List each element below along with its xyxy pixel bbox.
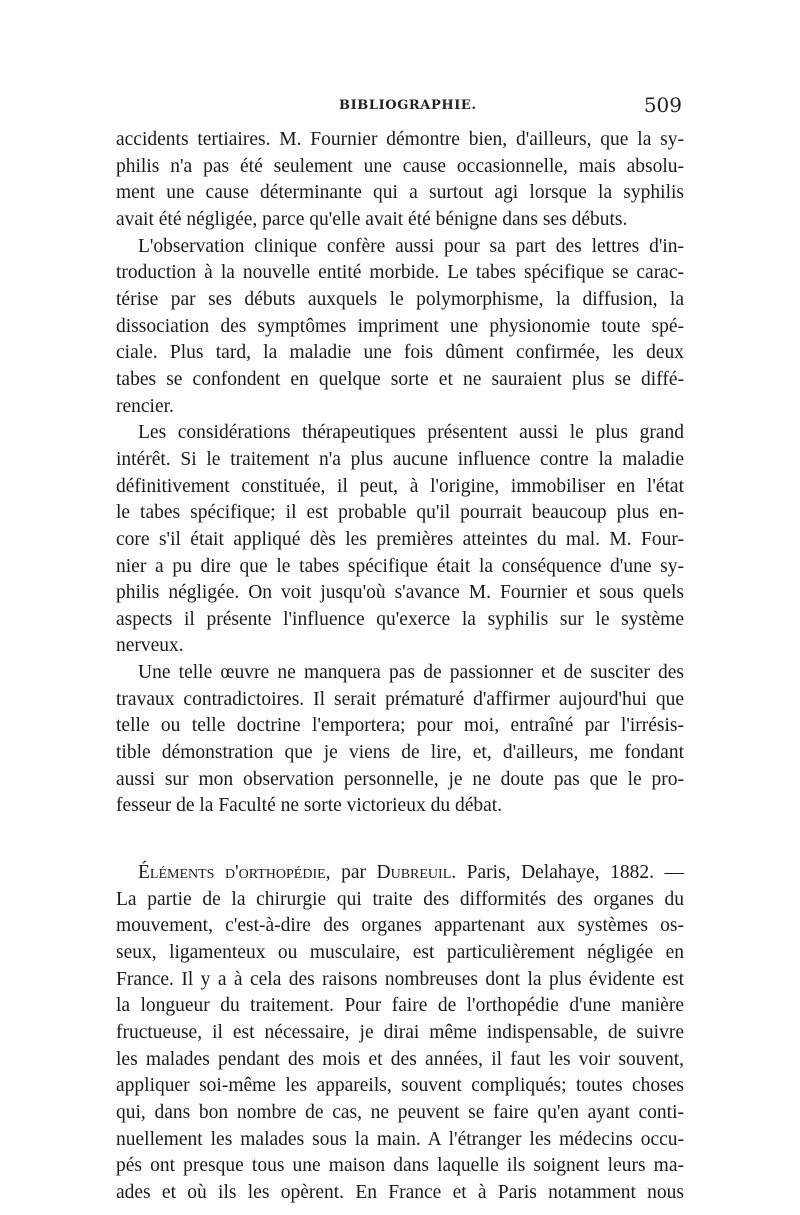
text-line: nier a pu dire que le tabes spécifique était la conséquence d'une sy- — [116, 556, 684, 577]
text-line: telle ou telle doctrine l'emportera; pour moi, entraîné par l'irrésis- — [116, 715, 684, 736]
text-line: définitivement constituée, il peut, à l'origine, immobiliser en l'état — [116, 476, 684, 497]
text-line: qui, dans bon nombre de cas, ne peuvent se faire qu'en ayant conti- — [116, 1102, 684, 1123]
running-title: BIBLIOGRAPHIE. — [339, 98, 477, 113]
text-line: aussi sur mon observation personnelle, je ne doute pas que le pro- — [116, 769, 684, 790]
review-book-title: Éléments d'orthopédie — [138, 862, 326, 883]
review-heading — [138, 860, 684, 886]
review-connector: , par — [325, 862, 377, 883]
review-publication: . Paris, Delahaye, 1882. — — [451, 862, 685, 883]
text-line: philis négligée. On voit jusqu'où s'avance M. Fournier et sous quels — [116, 582, 684, 603]
text-line: ades et où ils les opèrent. En France et à Paris notamment nous — [116, 1182, 684, 1203]
text-line: France. Il y a à cela des raisons nombreuses dont la plus évidente est — [116, 969, 684, 990]
text-line: la longueur du traitement. Pour faire de l'orthopédie d'une manière — [116, 995, 684, 1016]
text-line: intérêt. Si le traitement n'a plus aucune influence contre la maladie — [116, 449, 684, 470]
text-line: mouvement, c'est-à-dire des organes appartenant aux systèmes os- — [116, 915, 684, 936]
text-line: tible démonstration que je viens de lire, et, d'ailleurs, me fondant — [116, 742, 684, 763]
text-line: L'observation clinique confère aussi pour sa part des lettres d'in- — [138, 236, 684, 257]
page-number: 509 — [643, 93, 682, 117]
text-line: fructueuse, il est nécessaire, je dirai même indispensable, de suivre — [116, 1022, 684, 1043]
text-line: ciale. Plus tard, la maladie une fois dûment confirmée, les deux — [116, 342, 684, 363]
text-line: nuellement les malades sous la main. A l'étranger les médecins occu- — [116, 1129, 684, 1150]
text-line: tabes se confondent en quelque sorte et ne sauraient plus se diffé- — [116, 369, 684, 390]
text-line: Une telle œuvre ne manquera pas de passionner et de susciter des — [138, 662, 684, 683]
text-line: aspects il présente l'influence qu'exerce la syphilis sur le système — [116, 609, 684, 630]
text-line: le tabes spécifique; il est probable qu'il pourrait beaucoup plus en- — [116, 502, 684, 523]
text-line: pés ont presque tous une maison dans laquelle ils soignent leurs ma- — [116, 1155, 684, 1176]
text-line: troduction à la nouvelle entité morbide. Le tabes spécifique se carac- — [116, 262, 684, 283]
text-line: travaux contradictoires. Il serait prématuré d'affirmer aujourd'hui que — [116, 689, 684, 710]
text-line: fesseur de la Faculté ne sorte victorieux du débat. — [116, 795, 503, 816]
text-line: accidents tertiaires. M. Fournier démontre bien, d'ailleurs, que la sy- — [116, 129, 684, 150]
text-line: Les considérations thérapeutiques présentent aussi le plus grand — [138, 422, 684, 443]
text-line: La partie de la chirurgie qui traite des difformités des organes du — [116, 889, 684, 910]
text-line: appliquer soi-même les appareils, souvent compliqués; toutes choses — [116, 1075, 684, 1096]
review-author: Dubreuil — [376, 862, 452, 883]
text-line: core s'il était appliqué dès les premières atteintes du mal. M. Four- — [116, 529, 684, 550]
text-line: seux, ligamenteux ou musculaire, est particulièrement négligée en — [116, 942, 684, 963]
text-line: les malades pendant des mois et des années, il faut les voir souvent, — [116, 1049, 684, 1070]
text-line: ment une cause déterminante qui a surtout agi lorsque la syphilis — [116, 182, 684, 203]
text-line: avait été négligée, parce qu'elle avait été bénigne dans ses débuts. — [116, 209, 628, 230]
text-line: dissociation des symptômes impriment une physionomie toute spé- — [116, 316, 684, 337]
text-line: nerveux. — [116, 635, 184, 656]
text-line: térise par ses débuts auxquels le polymorphisme, la diffusion, la — [116, 289, 684, 310]
text-line: rencier. — [116, 396, 174, 417]
text-line: philis n'a pas été seulement une cause occasionnelle, mais absolu- — [116, 156, 684, 177]
running-head — [116, 93, 684, 123]
